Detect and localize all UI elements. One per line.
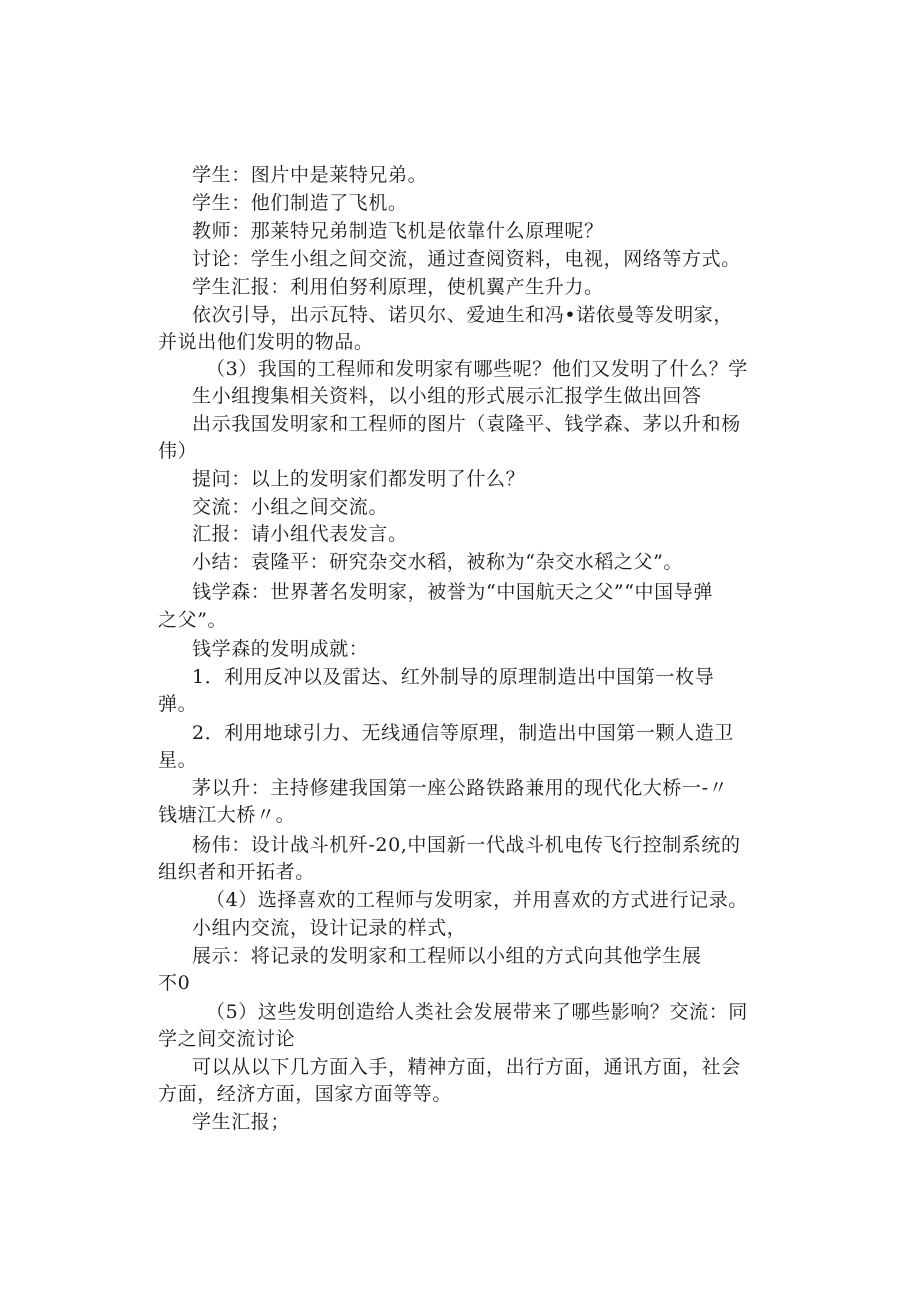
text-line: 生小组搜集相关资料，以小组的形式展示汇报学生做出回答: [192, 385, 702, 407]
text-line: 钱学森：世界著名发明家，被誉为“中国航天之父”“中国导弹: [192, 581, 713, 603]
text-line: 钱学森的发明成就：: [192, 638, 369, 660]
text-line: 汇报：请小组代表发言。: [192, 523, 408, 545]
text-line: 讨论：学生小组之间交流，通过查阅资料，电视，网络等方式。: [192, 248, 741, 270]
text-line: 依次引导，出示瓦特、诺贝尔、爱迪生和冯•诺依曼等发明家，: [192, 304, 734, 326]
text-line: 教师：那莱特兄弟制造飞机是依靠什么原理呢？: [192, 220, 604, 242]
text-line: 方面，经济方面，国家方面等等。: [158, 1083, 453, 1105]
text-line: 学生：图片中是莱特兄弟。: [192, 164, 428, 186]
text-line: 茅以升：主持修建我国第一座公路铁路兼用的现代化大桥一-〃: [192, 777, 729, 799]
text-line: 学生汇报：利用伯努利原理，使机翼产生升力。: [192, 276, 604, 298]
text-line: 并说出他们发明的物品。: [158, 331, 374, 353]
text-line: 不0: [158, 972, 191, 994]
text-line: 星。: [158, 749, 198, 771]
text-line: 学生汇报；: [192, 1111, 291, 1133]
text-line: 杨伟：设计战斗机歼-20,中国新一代战斗机电传飞行控制系统的: [192, 834, 741, 856]
text-line: 展示：将记录的发明家和工程师以小组的方式向其他学生展: [192, 945, 702, 967]
text-line: （5）这些发明创造给人类社会发展带来了哪些影响？交流：同: [206, 1001, 748, 1023]
text-line: （3）我国的工程师和发明家有哪些呢？他们又发明了什么？学: [206, 358, 748, 380]
text-line: 交流：小组之间交流。: [192, 496, 389, 518]
text-line: 出示我国发明家和工程师的图片（袁隆平、钱学森、茅以升和杨: [192, 413, 741, 435]
text-line: 可以从以下几方面入手，精神方面，出行方面，通讯方面，社会: [192, 1056, 741, 1078]
text-line: 小组内交流，设计记录的样式，: [192, 917, 467, 939]
text-line: 伟）: [158, 440, 198, 462]
text-line: 提问：以上的发明家们都发明了什么？: [192, 468, 526, 490]
text-line: （4）选择喜欢的工程师与发明家，并用喜欢的方式进行记录。: [206, 889, 748, 911]
text-line: 之父”。: [158, 609, 228, 631]
text-line: 学之间交流讨论: [158, 1028, 296, 1050]
text-line: 钱塘江大桥〃。: [158, 804, 296, 826]
text-line: 组织者和开拓者。: [158, 861, 315, 883]
text-line: 2．利用地球引力、无线通信等原理，制造出中国第一颗人造卫: [192, 722, 734, 744]
text-line: 学生：他们制造了飞机。: [192, 192, 408, 214]
text-line: 小结：袁隆平：研究杂交水稻，被称为“杂交水稻之父”。: [192, 551, 684, 573]
text-line: 弹。: [158, 693, 198, 715]
text-line: 1．利用反冲以及雷达、红外制导的原理制造出中国第一枚导: [192, 666, 715, 688]
